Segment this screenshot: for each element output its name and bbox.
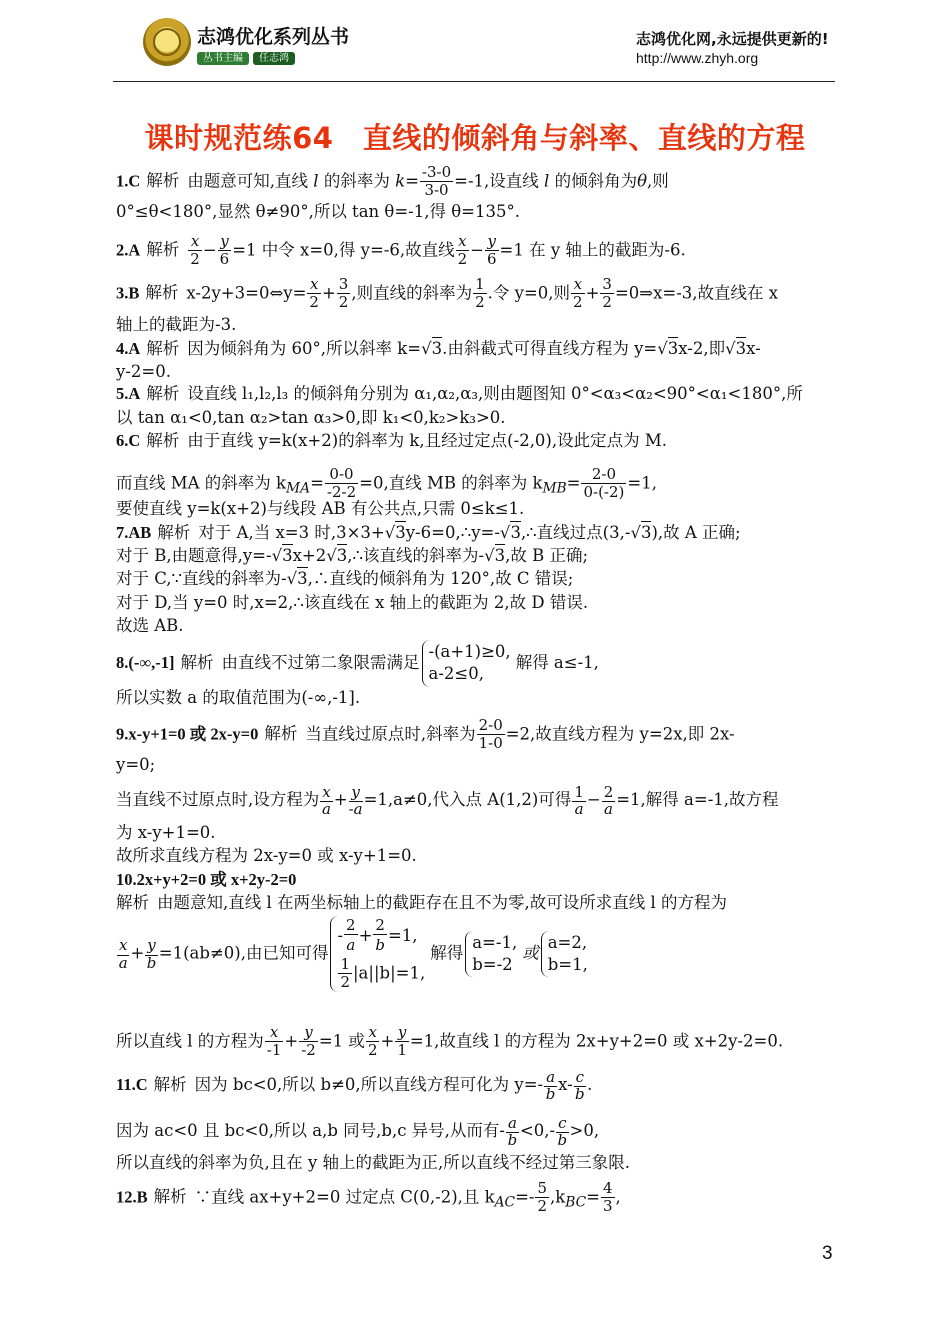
q9-line4: 为 x-y+1=0. xyxy=(116,823,216,842)
q3-line1: 3.B 解析 x-2y+3=0⇔y= $\frac{x}{2}$ + $\frac{3}{2}$ ,则直线的斜率为 $\frac{1}{2}$ .令 y=0,则 $\frac{x}{2}$ + $\frac{3}{2}$ =0⇒x=-3,故直线在 x xyxy=(116,275,779,312)
q10-line3: $\frac{x}{a}+$ $\frac{y}{b}=1(ab\ne 0)$,由已知可得 - $\frac{2}{a}+$ $\frac{2}{b}=1$, $\frac{1}{2}$ |a||b|=1, 解得 a=-1, b=-2 或 a=2, b=1, xyxy=(116,916,593,992)
header-url[interactable]: http://www.zhyh.org xyxy=(636,50,759,66)
q7-line5: 故选 AB. xyxy=(116,616,184,635)
q7-line1: 7.AB 解析 对于 A,当 x=3 时,3×3+√3y-6=0,∴y=-√3,∴直线过点(3,-√3),故 A 正确; xyxy=(116,523,741,542)
q3-line2: 轴上的截距为-3. xyxy=(116,315,237,334)
q7-line2: 对于 B,由题意得,y=-√3x+2√3,∴该直线的斜率为-√3,故 B 正确; xyxy=(116,546,589,565)
q6-line2: 而直线 MA 的斜率为 $k_{MA}=$ $\frac{0-0}{-2-2}$ =0,直线 MB 的斜率为 $k_{MB}=$ $\frac{2-0}{0-(-2)}$ =1, xyxy=(116,465,657,502)
q5-line2: 以 tan α₁<0,tan α₂>tan α₃>0,即 k₁<0,k₂>k₃>0. xyxy=(116,408,506,427)
q1-line2: 0°≤θ<180°,显然 θ≠90°,所以 tan θ=-1,得 θ=135°. xyxy=(116,202,520,221)
header-slogan: 志鸿优化网,永远提供更新的! xyxy=(636,30,829,48)
q11-line2: 因为 ac<0 且 bc<0,所以 a,b 同号,b,c 异号,从而有- $\frac{a}{b}<0,-$ $\frac{c}{b}>0$, xyxy=(116,1114,600,1150)
q2-line1: 2.A 解析 $\frac{x}{2}$ − $\frac{y}{6}$ =1 中令 x=0,得 y=-6,故直线 $\frac{x}{2}$ − $\frac{y}{6}$ =1 在 y 轴上的截距为-6. xyxy=(116,232,686,269)
q6-line1: 6.C 解析 由于直线 y=k(x+2)的斜率为 k,且经过定点(-2,0),设此定点为 M. xyxy=(116,431,667,450)
q10-line1: 10.2x+y+2=0 或 x+2y-2=0 xyxy=(116,870,297,889)
fraction: $\frac{-3-0}{3-0}$ xyxy=(421,163,452,200)
q11-line3: 所以直线的斜率为负,且在 y 轴上的截距为正,所以直线不经过第三象限. xyxy=(116,1153,631,1172)
q9-line3: 当直线不过原点时,设方程为 $\frac{x}{a}+$ $\frac{y}{-a}=1,a\ne 0$,代入点 A(1,2)可得 $\frac{1}{a}-$ $\frac{2}{a}=1$,解得 a=-1,故方程 xyxy=(116,783,779,819)
editor-name: 任志鸿 xyxy=(253,52,295,65)
q11-line1: 11.C 解析 因为 bc<0,所以 b≠0,所以直线方程可化为 y=- $\frac{a}{b}x-$ $\frac{c}{b}$. xyxy=(116,1068,593,1104)
solution-system-2: a=2, b=1, xyxy=(541,931,591,978)
inequality-system: -(a+1)≥0, a-2≤0, xyxy=(422,640,514,687)
series-editor xyxy=(197,49,295,64)
q9-line1: 9.x-y+1=0 或 2x-y=0 解析 当直线过原点时,斜率为 $\frac{2-0}{1-0}$ =2,故直线方程为 y=2x,即 2x- xyxy=(116,716,735,753)
q10-line4: 所以直线 l 的方程为 $\frac{x}{-1}$ + $\frac{y}{-2}$ =1 或 $\frac{x}{2}$ + $\frac{y}{1}$ =1,故直线 l 的方程为 2x+y+2=0 或 x+2y-2=0. xyxy=(116,1023,784,1060)
q8-line2: 所以实数 a 的取值范围为(-∞,-1]. xyxy=(116,688,361,707)
header-rule xyxy=(113,81,835,82)
solution-system-1: a=-1, b=-2 xyxy=(465,931,520,978)
page-number: 3 xyxy=(822,1243,833,1264)
q6-line3: 要使直线 y=k(x+2)与线段 AB 有公共点,只需 0≤k≤1. xyxy=(116,499,525,518)
q4-line2: y-2=0. xyxy=(116,362,171,381)
q9-line2: y=0; xyxy=(116,755,156,774)
editor-label: 丛书主编 xyxy=(197,52,249,65)
q9-line5: 故所求直线方程为 2x-y=0 或 x-y+1=0. xyxy=(116,846,417,865)
q12-line1: 12.B 解析 ∵直线 ax+y+2=0 过定点 C(0,-2),且 $k_{AC}=-$ $\frac{5}{2}$ $,k_{BC}=$ $\frac{4}{3}$ , xyxy=(116,1179,621,1216)
q7-line4: 对于 D,当 y=0 时,x=2,∴该直线在 x 轴上的截距为 2,故 D 错误. xyxy=(116,593,589,612)
q4-line1: 4.A 解析 因为倾斜角为 60°,所以斜率 k=√3.由斜截式可得直线方程为 y=√3x-2,即√3x- xyxy=(116,339,761,358)
series-name: 志鸿优化系列丛书 xyxy=(197,26,350,48)
q5-line1: 5.A 解析 设直线 l₁,l₂,l₃ 的倾斜角分别为 α₁,α₂,α₃,则由题图知 0°<α₃<α₂<90°<α₁<180°,所 xyxy=(116,384,803,403)
q7-line3: 对于 C,∵直线的斜率为-√3,∴直线的倾斜角为 120°,故 C 错误; xyxy=(116,569,574,588)
page-title: 课时规范练64 直线的倾斜角与斜率、直线的方程 xyxy=(144,121,806,155)
q1-line1: 1.C 解析 由题意可知,直线 l 的斜率为 k= $\frac{-3-0}{3-0}$ =-1,设直线 l 的倾斜角为θ,则 xyxy=(116,163,669,200)
series-logo-seal xyxy=(143,18,191,66)
q8-line1: 8.(-∞,-1] 解析 由直线不过第二象限需满足 -(a+1)≥0, a-2≤0, 解得 a≤-1, xyxy=(116,640,599,687)
q10-line2: 解析 由题意知,直线 l 在两坐标轴上的截距存在且不为零,故可设所求直线 l 的方程为 xyxy=(116,893,728,912)
equation-system: - $\frac{2}{a}+$ $\frac{2}{b}=1$, $\frac{1}{2}$ |a||b|=1, xyxy=(330,916,428,992)
